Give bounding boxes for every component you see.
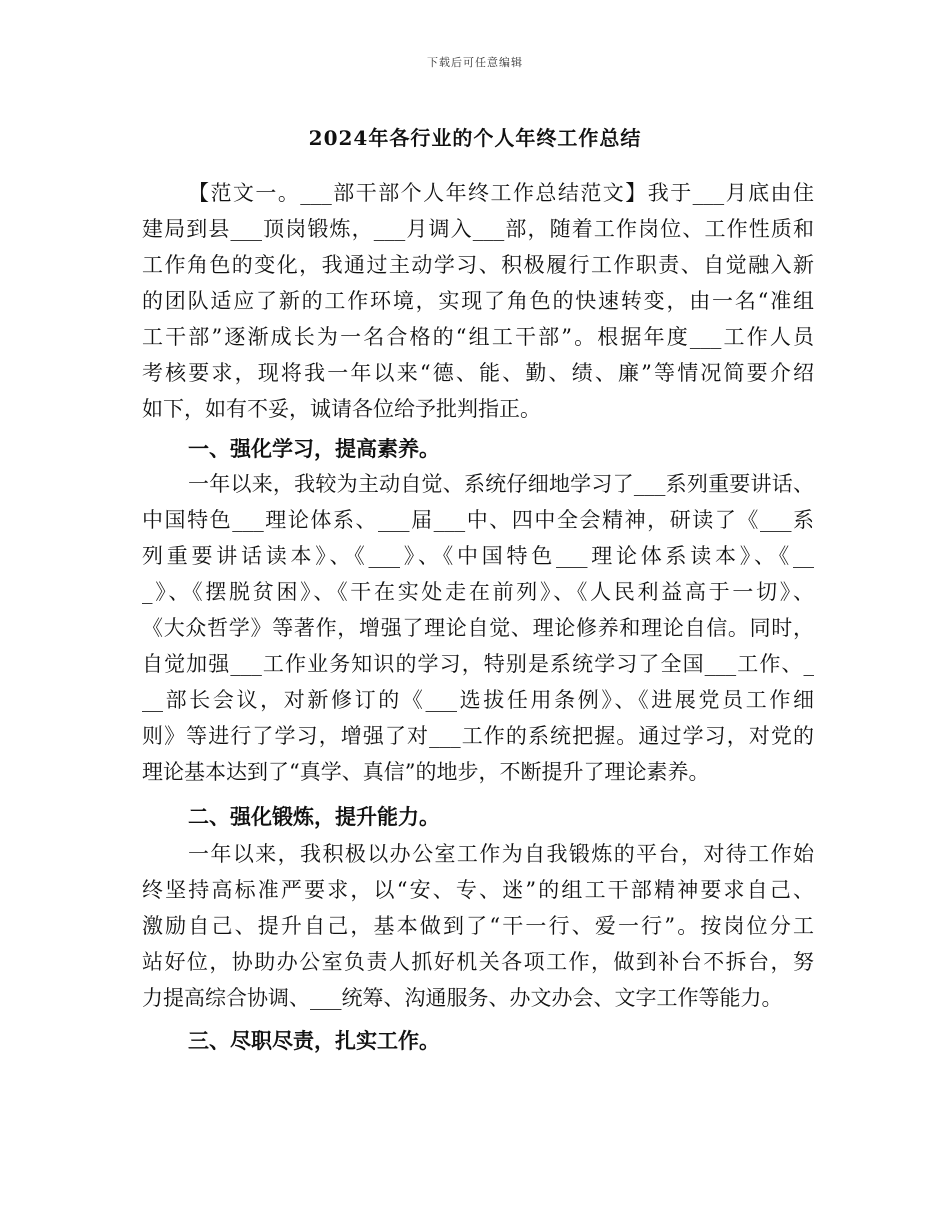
paragraph-2-line: 一年以来，我较为主动自觉、系统仔细地学习了___系列重要讲话、 xyxy=(188,472,814,496)
paragraph-3-line: 力提高综合协调、___统筹、沟通服务、办文办会、文字工作等能力。 xyxy=(142,986,783,1010)
paragraph-3-line: 终坚持高标准严要求，以“安、专、迷”的组工干部精神要求自己、 xyxy=(142,878,814,902)
paragraph-1-line: 如下，如有不妥，诚请各位给予批判指正。 xyxy=(142,397,541,421)
paragraph-2-line: __部长会议，对新修订的《___选拔任用条例》、《进展党员工作细 xyxy=(142,688,814,712)
paragraph-2-line: 列重要讲话读本》、《___》、《中国特色___理论体系读本》、《__ xyxy=(142,544,814,568)
paragraph-1-line: 建局到县___顶岗锻炼，___月调入___部，随着工作岗位、工作性质和 xyxy=(142,217,814,241)
paragraph-2-line: 中国特色___理论体系、___届___中、四中全会精神，研读了《___系 xyxy=(142,508,814,532)
paragraph-3-line: 一年以来，我积极以办公室工作为自我锻炼的平台，对待工作始 xyxy=(188,842,814,866)
paragraph-1-line: 工干部”逐渐成长为一名合格的“组工干部”。根据年度___工作人员 xyxy=(142,325,814,349)
header-note: 下载后可任意编辑 xyxy=(427,56,523,69)
paragraph-3-line: 站好位，协助办公室负责人抓好机关各项工作，做到补台不拆台，努 xyxy=(142,950,814,974)
section-heading-2: 二、强化锻炼，提升能力。 xyxy=(188,804,440,829)
document-title: 2024年各行业的个人年终工作总结 xyxy=(308,126,642,150)
paragraph-2-line: 理论基本达到了“真学、真信”的地步，不断提升了理论素养。 xyxy=(142,760,710,784)
paragraph-2-line: 自觉加强___工作业务知识的学习，特别是系统学习了全国___工作、_ xyxy=(142,652,814,676)
section-heading-1: 一、强化学习，提高素养。 xyxy=(188,436,440,461)
paragraph-2-line: _》、《摆脱贫困》、《干在实处走在前列》、《人民利益高于一切》、 xyxy=(142,580,814,604)
paragraph-1-line: 工作角色的变化，我通过主动学习、积极履行工作职责、自觉融入新 xyxy=(142,253,814,277)
paragraph-3-line: 激励自己、提升自己，基本做到了“干一行、爱一行”。按岗位分工 xyxy=(142,914,814,938)
paragraph-1-line: 的团队适应了新的工作环境，实现了角色的快速转变，由一名“准组 xyxy=(142,289,814,313)
paragraph-1-line: 考核要求，现将我一年以来“德、能、勤、绩、廉”等情况简要介绍 xyxy=(142,361,814,385)
paragraph-1-line: 【范文一。___部干部个人年终工作总结范文】我于___月底由住 xyxy=(188,181,814,205)
paragraph-2-line: 《大众哲学》等著作，增强了理论自觉、理论修养和理论自信。同时， xyxy=(142,616,814,640)
section-heading-3: 三、尽职尽责，扎实工作。 xyxy=(188,1028,440,1053)
paragraph-2-line: 则》等进行了学习，增强了对___工作的系统把握。通过学习，对党的 xyxy=(142,724,814,748)
